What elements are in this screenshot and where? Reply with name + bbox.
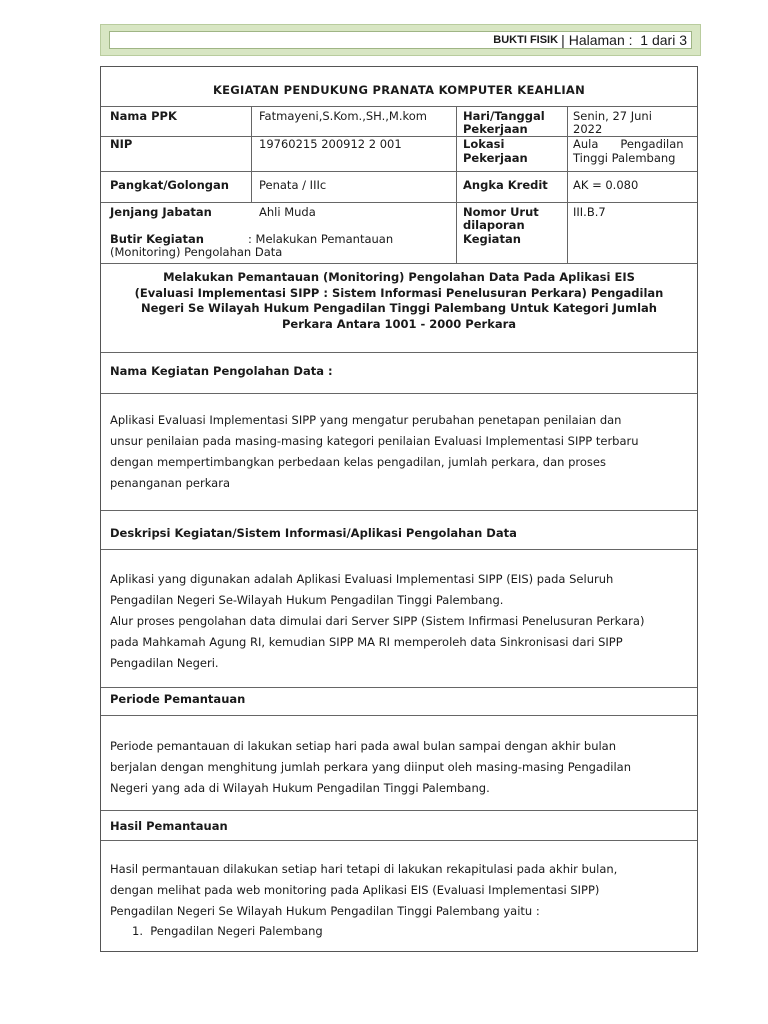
activity-main-title (107, 270, 691, 332)
periode-heading: Periode Pemantauan (110, 692, 246, 706)
hasil-heading: Hasil Pemantauan (110, 819, 228, 833)
nama-ppk-label: Nama PPK (110, 109, 177, 123)
paragraph-line: Alur proses pengolahan data dimulai dari Server SIPP (Sistem Infirmasi Penelusuran Perkara) (110, 614, 645, 628)
col-divider-1 (251, 106, 252, 202)
butir-kegiatan-value-2: (Monitoring) Pengolahan Data (110, 245, 283, 259)
hari-tanggal-label-1: Hari/Tanggal (463, 109, 545, 123)
paragraph-line: Aplikasi yang digunakan adalah Aplikasi Evaluasi Implementasi SIPP (EIS) pada Seluruh (110, 572, 614, 586)
rule-below-nama-kegiatan (101, 393, 697, 394)
rule-below-deskripsi (101, 549, 697, 550)
paragraph-line: Aplikasi Evaluasi Implementasi SIPP yang mengatur perubahan penetapan penilaian dan (110, 413, 622, 427)
nama-kegiatan-paragraph (110, 410, 690, 494)
activity-form (100, 66, 698, 952)
main-title-line: Perkara Antara 1001 - 2000 Perkara (281, 316, 517, 331)
lokasi-label-2: Pekerjaan (463, 151, 528, 165)
nomor-urut-value: III.B.7 (573, 205, 606, 219)
main-title-line: Negeri Se Wilayah Hukum Pengadilan Tinggi Palembang Untuk Kategori Jumlah (140, 301, 657, 315)
nama-ppk-value: Fatmayeni,S.Kom.,SH.,M.kom (259, 109, 427, 123)
paragraph-line: Periode pemantauan di lakukan setiap hari pada awal bulan sampai dengan akhir bulan (110, 739, 617, 753)
rule-below-row-2 (101, 171, 697, 172)
rule-above-deskripsi (101, 510, 697, 511)
hasil-list-item: 1. Pengadilan Negeri Palembang (132, 924, 323, 938)
nama-kegiatan-heading: Nama Kegiatan Pengolahan Data : (110, 364, 333, 378)
hasil-paragraph (110, 859, 690, 922)
nomor-urut-label-2: dilaporan (463, 218, 525, 232)
rule-below-hasil (101, 840, 697, 841)
rule-below-title (101, 106, 697, 107)
rule-below-row-3 (101, 202, 697, 203)
paragraph-line: Pengadilan Negeri Se Wilayah Hukum Pengadilan Tinggi Palembang yaitu : (110, 904, 540, 918)
rule-above-main-title (101, 263, 697, 264)
hari-tanggal-value-1: Senin, 27 Juni (573, 109, 652, 123)
main-title-line: (Evaluasi Implementasi SIPP : Sistem Informasi Penelusuran Perkara) Pengadilan (134, 285, 664, 300)
header-label-box (109, 31, 692, 49)
paragraph-line: berjalan dengan menghitung jumlah perkara yang diinput oleh masing-masing Pengadilan (110, 760, 631, 774)
paragraph-line: Hasil permantauan dilakukan setiap hari tetapi di lakukan rekapitulasi pada akhir bulan, (110, 862, 618, 876)
header-separator: | (561, 32, 565, 48)
jenjang-label: Jenjang Jabatan (110, 205, 212, 219)
form-title: KEGIATAN PENDUKUNG PRANATA KOMPUTER KEAHLIAN (212, 83, 586, 97)
paragraph-line: dengan melihat pada web monitoring pada Aplikasi EIS (Evaluasi Implementasi SIPP) (110, 883, 600, 897)
rule-above-hasil (101, 810, 697, 811)
paragraph-line: Pengadilan Negeri Se-Wilayah Hukum Pengadilan Tinggi Palembang. (110, 593, 504, 607)
lokasi-value-1: Aula Pengadilan (573, 137, 684, 151)
rule-above-nama-kegiatan (101, 352, 697, 353)
angka-kredit-label: Angka Kredit (463, 178, 548, 192)
paragraph-line: unsur penilaian pada masing-masing kategori penilaian Evaluasi Implementasi SIPP terbaru (110, 434, 639, 448)
hari-tanggal-value-2: 2022 (573, 122, 603, 136)
main-title-line: Melakukan Pemantauan (Monitoring) Pengolahan Data Pada Aplikasi EIS (163, 270, 635, 284)
hari-tanggal-label-2: Pekerjaan (463, 122, 528, 136)
deskripsi-heading: Deskripsi Kegiatan/Sistem Informasi/Aplikasi Pengolahan Data (110, 526, 517, 540)
bukti-fisik-label: BUKTI FISIK (493, 34, 559, 46)
nip-value: 19760215 200912 2 001 (259, 137, 402, 151)
paragraph-line: penanganan perkara (110, 476, 231, 490)
paragraph-line: dengan mempertimbangkan perbedaan kelas pengadilan, jumlah perkara, dan proses (110, 455, 606, 469)
rule-above-periode (101, 687, 697, 688)
nomor-urut-label-1: Nomor Urut (463, 205, 539, 219)
butir-kegiatan-label: Butir Kegiatan (110, 232, 204, 246)
rule-below-periode (101, 715, 697, 716)
pangkat-value: Penata / IIIc (259, 178, 327, 192)
deskripsi-paragraph (110, 569, 690, 674)
nomor-urut-label-3: Kegiatan (463, 232, 521, 246)
butir-kegiatan-value-1: : Melakukan Pemantauan (248, 232, 394, 246)
paragraph-line: pada Mahkamah Agung RI, kemudian SIPP MA RI memperoleh data Sinkronisasi dari SIPP (110, 635, 623, 649)
col-divider-2 (456, 106, 457, 263)
lokasi-value-2: Tinggi Palembang (573, 151, 676, 165)
angka-kredit-value: AK = 0.080 (573, 178, 639, 192)
lokasi-label-1: Lokasi (463, 137, 505, 151)
header-band (100, 24, 701, 56)
pangkat-label: Pangkat/Golongan (110, 178, 229, 192)
paragraph-line: Negeri yang ada di Wilayah Hukum Pengadilan Tinggi Palembang. (110, 781, 490, 795)
nip-label: NIP (110, 137, 133, 151)
periode-paragraph (110, 736, 690, 799)
jenjang-value: Ahli Muda (259, 205, 316, 219)
page-indicator: Halaman : 1 dari 3 (568, 32, 687, 48)
col-divider-3 (567, 106, 568, 263)
paragraph-line: Pengadilan Negeri. (110, 656, 219, 670)
